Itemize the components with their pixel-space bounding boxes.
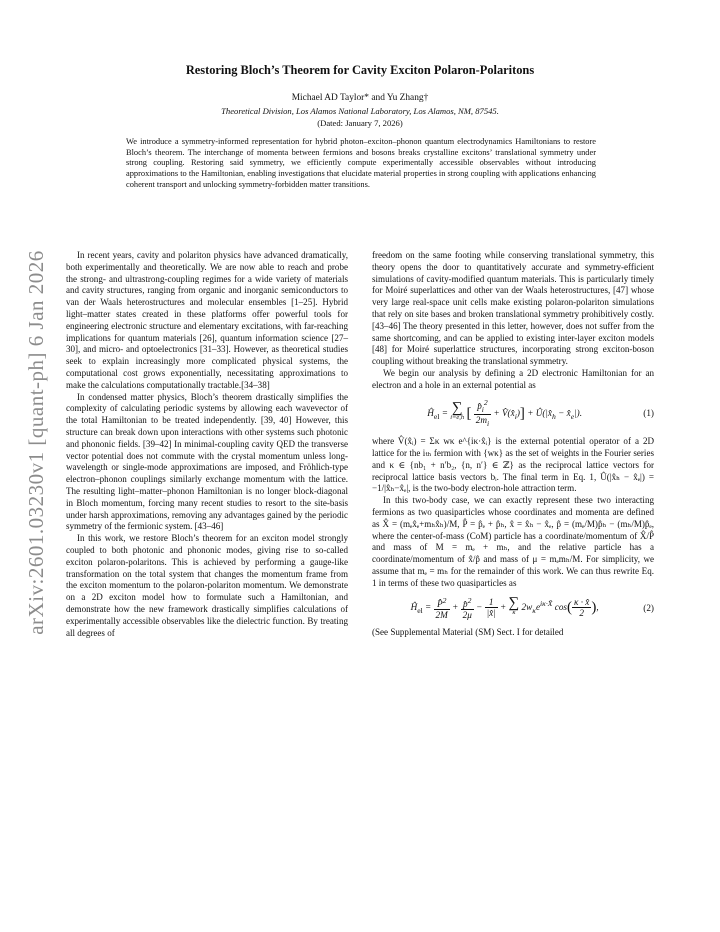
equation-2 — [372, 596, 654, 620]
left-column — [66, 250, 348, 639]
paragraph: We begin our analysis by defining a 2D electronic Hamiltonian for an electron and a hole in an external potential as — [372, 367, 654, 390]
paragraph: freedom on the same footing while conserving translational symmetry, this theory opens the door to quantitatively accurate and symmetry-efficient simulations of cavity-modified quantum materials. This is particularly timely for Moiré superlattices and other van der Waals heterostructures, [47] whose very large real-space unit cells make existing polaron-polariton simulations that rely on site bases and broken translational symmetry prohibitively costly. [43–46] The theory presented in this letter, however, does not suffer from the same shortcoming, and can be applied to existing inter-layer exciton models [48] for Moiré superlattice structures, incorporating strong exciton-boson coupling without breaking the translational symmetry. — [372, 250, 654, 367]
affiliation: Theoretical Division, Los Alamos National Laboratory, Los Alamos, NM, 87545. — [221, 106, 499, 116]
equation-2-body: $Ĥ_{el}$ = $\frac{P̂^2}{2M}$ + $\frac{p̂^2}{2\mu}$ − $\frac{1}{|x̂|}$ + ∑ κ $2w_\kappa e^{i\kappa\cdot X̂}$ cos( $\frac{\kappa \cdot x̂}{2}$ ), — [410, 594, 599, 620]
equation-1-body: $Ĥ_{el}$ = ∑ i=e,h [ $\frac{p̂_i^2}{2m_i}$ + $V̂(x̂_i)$] + $Û(|x̂_h$ − $x̂_e|$). — [427, 397, 582, 429]
paragraph: In recent years, cavity and polariton physics have advanced dramatically, both experimentally and theoretically. We are now able to reach and probe the strong- and ultrastrong-coupling regimes for a wide variety of materials and cavity structures, ranging from organic and inorganic semiconductors to van der Waals heterostructures and molecular ensembles [1–25]. Hybrid light–matter states created in these platforms offer powerful tools for engineering electronic structure and elementary excitations, with far-reaching implications for quantum materials [26], quantum information science [27–30], and micro- and optoelectronics [31–33]. However, as theoretical studies seek to explain increasingly more complicated physical systems, the computational cost grows exponentially, necessitating approximations to make the calculations computationally tractable.[34–38] — [66, 250, 348, 390]
date-line: (Dated: January 7, 2026) — [317, 118, 403, 128]
paragraph: where V̂(x̂ᵢ) = Σκ wκ e^{iκ·x̂ᵢ} is the external potential operator of a 2D lattice for the iₜₕ fermion with {wκ} as the set of weights in the Fourier series and κ ∈ {nb₁ + n′b₂, {n, n′} ∈ ℤ} as the reciprocal lattice vectors for reciprocal lattice basis vectors bᵢ. The final term in Eq. 1, Û(|x̂ₕ − x̂ₑ|) = −1/|x̂ₕ−x̂ₑ|, is the two-body electron-hole attraction term. — [372, 436, 654, 494]
authors: Michael AD Taylor* and Yu Zhang† — [291, 93, 429, 103]
paragraph: In this work, we restore Bloch’s theorem for an exciton model strongly coupled to both photonic and phononic modes, giving rise to so-called exciton polaron-polaritons. This is achieved by performing a gauge-like transformation on the total system that changes the momentum frame from the exciton momentum to the polaron-polariton momentum. We demonstrate on a 2D exciton model how to formulate such a Hamiltonian, and demonstrate how the new framework drastically simplifies calculations of experimentally accessible observables like the dielectric function. By treating all degrees of — [66, 533, 348, 638]
paper-title: Restoring Bloch’s Theorem for Cavity Exciton Polaron-Polaritons — [185, 63, 535, 77]
right-column — [372, 250, 654, 639]
equation-number: (1) — [643, 408, 654, 419]
paragraph: In condensed matter physics, Bloch’s theorem drastically simplifies the complexity of calculating periodic systems by allowing each wavevector of the total Hamiltonian to be treated independently. [39, 40] However, this structure can break down upon interactions with other systems such photonic and phononic fields. [39–42] In minimal-coupling cavity QED the transverse vector potential does not commute with the crystal momentum unless long-wavelength or single-mode approximations are imposed, and Fröhlich-type electron–phonon couplings similarly exchange momentum with the lattice. The resulting light–matter–phonon Hamiltonian is no longer block-diagonal in Bloch momentum, forcing many recent studies to resort to the site-basis under harsh approximations, removing any advantages gained by the periodic symmetry of the fermionic system. [43–46] — [66, 391, 348, 532]
equation-1 — [372, 398, 654, 430]
abstract: We introduce a symmetry-informed representation for hybrid photon–exciton–phonon quantum electrodynamics Hamiltonians to restore Bloch’s theorem. The interchange of momenta between fermions and bosons breaks crystalline excitons’ translational symmetry under strong coupling. Restoring said symmetry, we efficiently compute experimentally accessible observables without introducing approximations to the Hamiltonian, enabling investigations that elucidate material properties in strong coupling with applications enhancing coherent transport and unlocking symmetry-forbidden matter transitions. — [126, 137, 596, 189]
equation-number: (2) — [643, 602, 654, 613]
arxiv-identifier: arXiv:2601.03230v1 [quant-ph] 6 Jan 2026 — [23, 249, 48, 635]
paragraph: (See Supplemental Material (SM) Sect. I for detailed — [372, 626, 564, 637]
paragraph: In this two-body case, we can exactly represent these two interacting fermions as two quasiparticles whose coordinates and momenta are defined as X̂ = (mₑx̂ₑ+mₕx̂ₕ)/M, P̂ = p̂ₑ + p̂ₕ, x̂ = x̂ₕ − x̂ₑ, p̂ = (mₑ/M)p̂ₕ − (mₕ/M)p̂ₑ, where the center-of-mass (CoM) particle has a coordinate/momentum of X̂/P̂ and mass of M = mₑ + mₕ, and the relative particle has a coordinate/momentum of x̂/p̂ and mass of μ = mₑmₕ/M. For simplicity, we assume that mₑ = mₕ for the remainder of this work. We can thus rewrite Eq. 1 in terms of these two quasiparticles as — [372, 495, 654, 588]
